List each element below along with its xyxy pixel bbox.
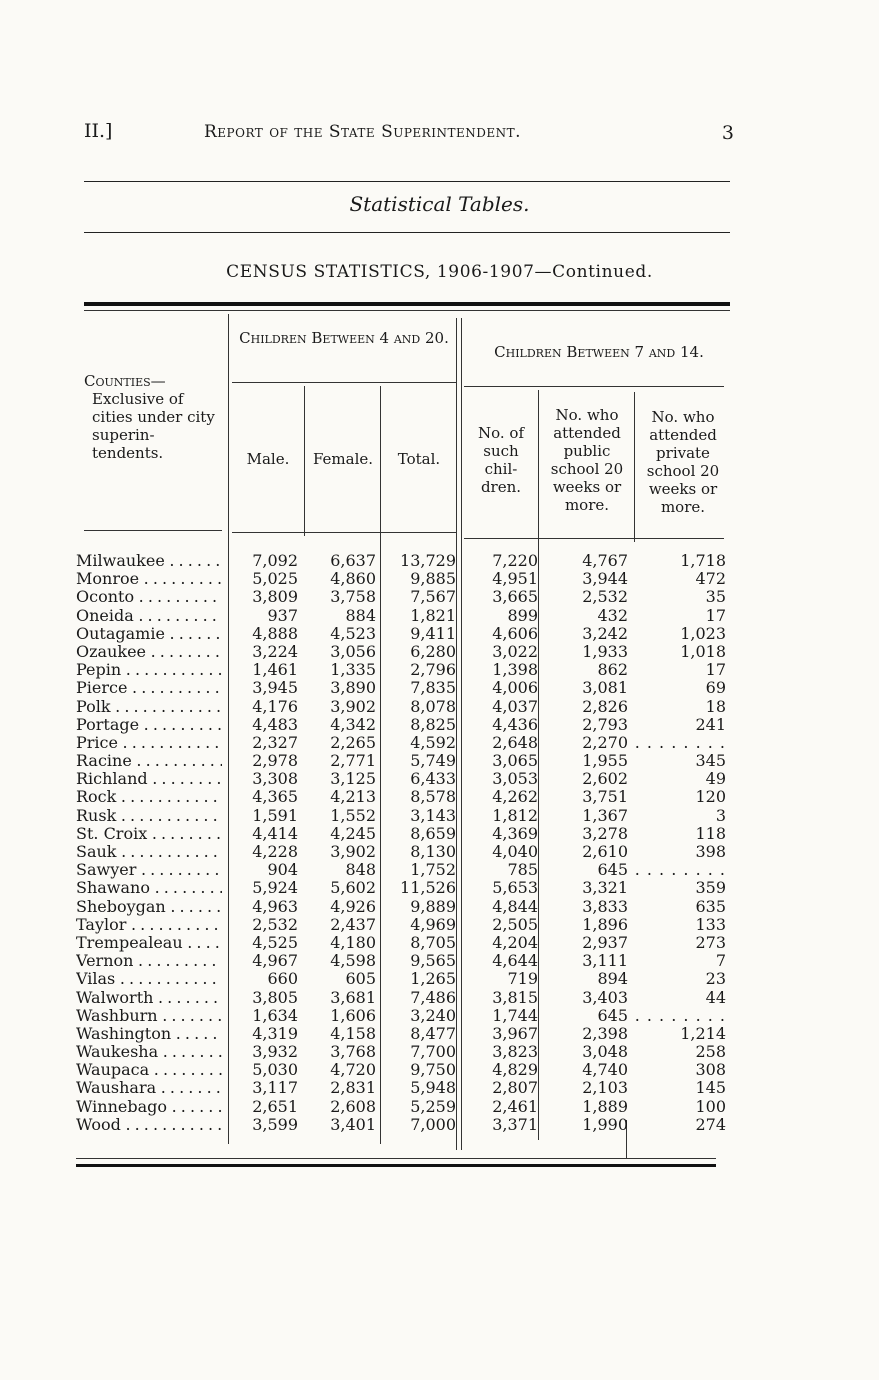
county-name: Milwaukee . . . (76, 552, 222, 570)
public-school-value: 2,398 (582, 1023, 628, 1043)
female-value: 605 (345, 969, 376, 989)
such-children-value: 4,844 (492, 896, 538, 916)
total-value: 8,477 (410, 1023, 456, 1043)
county-name: Rock . . . (76, 788, 222, 806)
header-bottom-rule (232, 532, 456, 533)
county-name: Sawyer . . . (76, 861, 222, 879)
table-title: CENSUS STATISTICS, 1906-1907—Continued. (226, 262, 653, 282)
table-row (76, 1061, 736, 1079)
male-value: 3,224 (252, 641, 298, 661)
private-school-value: 49 (705, 769, 726, 789)
county-name: Rusk . . . (76, 807, 222, 825)
divider (84, 232, 730, 233)
male-value: 4,967 (252, 951, 298, 971)
such-children-value: 3,815 (492, 987, 538, 1007)
table-row (76, 570, 736, 588)
such-children-value: 4,037 (492, 696, 538, 716)
male-value: 2,978 (252, 751, 298, 771)
private-school-value: 118 (695, 823, 726, 843)
private-school-value: 1,718 (680, 551, 726, 570)
such-children-value: 1,398 (492, 660, 538, 680)
public-school-value: 2,103 (582, 1078, 628, 1098)
total-value: 11,526 (400, 878, 456, 898)
table-row (76, 734, 736, 752)
public-school-value: 2,937 (582, 932, 628, 952)
female-value: 4,860 (330, 569, 376, 589)
private-school-value: 69 (705, 678, 726, 698)
female-value: 4,158 (330, 1023, 376, 1043)
public-school-value: 2,793 (582, 714, 628, 734)
such-children-value: 2,505 (492, 914, 538, 934)
table-row (76, 861, 736, 879)
such-children-value: 4,040 (492, 842, 538, 861)
total-value: 9,750 (410, 1060, 456, 1080)
female-value: 4,598 (330, 951, 376, 971)
public-school-value: 645 (597, 1005, 628, 1025)
total-value: 8,825 (410, 714, 456, 734)
male-value: 4,483 (252, 714, 298, 734)
county-name: Outagamie . . . (76, 625, 222, 643)
total-value: 8,705 (410, 932, 456, 952)
public-school-value: 3,081 (582, 678, 628, 698)
private-school-value: 635 (695, 896, 726, 916)
county-name: Richland . . . (76, 770, 222, 788)
total-header: Total. (397, 450, 441, 468)
private-school-value: 274 (695, 1114, 726, 1134)
female-value: 3,401 (330, 1114, 376, 1134)
male-value: 5,030 (252, 1060, 298, 1080)
table-row (76, 825, 736, 843)
column-rule (634, 392, 635, 542)
public-school-value: 3,278 (582, 823, 628, 843)
male-value: 4,176 (252, 696, 298, 716)
total-value: 5,948 (410, 1078, 456, 1098)
county-name: Price . . . (76, 734, 222, 752)
total-value: 4,592 (410, 732, 456, 752)
total-value: 2,796 (410, 660, 456, 680)
table-row (76, 1098, 736, 1116)
such-children-value: 2,807 (492, 1078, 538, 1098)
private-school-value: 7 (715, 951, 726, 971)
male-value: 2,532 (252, 914, 298, 934)
male-value: 4,963 (252, 896, 298, 916)
section-number: II.] (84, 120, 113, 142)
county-name: Waushara . . . (76, 1079, 222, 1097)
total-value: 1,821 (410, 605, 456, 625)
total-value: 5,749 (410, 751, 456, 771)
such-children-value: 899 (507, 605, 538, 625)
table-row (76, 752, 736, 770)
female-value: 884 (345, 605, 376, 625)
female-value: 4,180 (330, 932, 376, 952)
such-children-value: 3,371 (492, 1114, 538, 1134)
female-value: 3,056 (330, 641, 376, 661)
private-school-value: 398 (695, 842, 726, 861)
private-school-value: 1,214 (680, 1023, 726, 1043)
total-value: 9,885 (410, 569, 456, 589)
table-row (76, 898, 736, 916)
such-children-value: 719 (507, 969, 538, 989)
private-school-value: 345 (695, 751, 726, 771)
table-row (76, 625, 736, 643)
public-school-value: 894 (597, 969, 628, 989)
public-school-value: 4,740 (582, 1060, 628, 1080)
female-value: 5,602 (330, 878, 376, 898)
male-value: 904 (267, 860, 298, 880)
male-value: 1,591 (252, 805, 298, 825)
table-row (76, 679, 736, 697)
table-top-rule (84, 302, 730, 306)
county-name: Oneida . . . (76, 607, 222, 625)
such-children-value: 2,461 (492, 1096, 538, 1116)
total-value: 1,752 (410, 860, 456, 880)
private-school-value: 308 (695, 1060, 726, 1080)
female-value: 3,890 (330, 678, 376, 698)
group-rule (232, 382, 456, 383)
male-value: 3,308 (252, 769, 298, 789)
total-value: 9,565 (410, 951, 456, 971)
private-school-value: 120 (695, 787, 726, 807)
table-row (76, 970, 736, 988)
private-school-value: 44 (705, 987, 726, 1007)
county-name: Polk . . . (76, 698, 222, 716)
table-row (76, 552, 736, 570)
female-value: 4,720 (330, 1060, 376, 1080)
public-school-header: No. who attended public school 20 weeks or more. (550, 406, 624, 514)
female-value: 3,902 (330, 842, 376, 861)
counties-note: Exclusive of cities under city superin-tendents. (92, 390, 215, 462)
table-row (76, 1079, 736, 1097)
female-value: 1,606 (330, 1005, 376, 1025)
total-value: 3,240 (410, 1005, 456, 1025)
such-children-value: 4,829 (492, 1060, 538, 1080)
county-name: Washburn . . . (76, 1007, 222, 1025)
female-value: 1,552 (330, 805, 376, 825)
such-children-value: 1,812 (492, 805, 538, 825)
male-value: 2,327 (252, 732, 298, 752)
page-title: Report of the State Superintendent. (204, 122, 521, 142)
header-bottom-rule (84, 530, 222, 531)
male-value: 5,924 (252, 878, 298, 898)
total-value: 9,889 (410, 896, 456, 916)
county-name: Sheboygan . . . (76, 898, 222, 916)
table-row (76, 1043, 736, 1061)
total-value: 13,729 (400, 551, 456, 570)
total-value: 7,567 (410, 587, 456, 607)
total-value: 7,835 (410, 678, 456, 698)
total-value: 3,143 (410, 805, 456, 825)
private-school-empty: . . . . . . . . (634, 860, 726, 880)
private-school-value: 17 (705, 660, 726, 680)
male-value: 4,365 (252, 787, 298, 807)
table-row (76, 989, 736, 1007)
male-header: Male. (246, 450, 290, 468)
table-row (76, 643, 736, 661)
male-value: 4,319 (252, 1023, 298, 1043)
such-children-value: 4,436 (492, 714, 538, 734)
female-value: 3,902 (330, 696, 376, 716)
such-children-value: 4,006 (492, 678, 538, 698)
female-value: 1,335 (330, 660, 376, 680)
female-header: Female. (312, 450, 374, 468)
county-name: Pepin . . . (76, 661, 222, 679)
such-children-value: 4,262 (492, 787, 538, 807)
such-children-value: 3,665 (492, 587, 538, 607)
female-value: 6,637 (330, 551, 376, 570)
such-children-value: 4,606 (492, 623, 538, 643)
female-value: 4,523 (330, 623, 376, 643)
public-school-value: 2,602 (582, 769, 628, 789)
counties-label: Counties— (84, 372, 166, 390)
private-school-value: 241 (695, 714, 726, 734)
table-row (76, 716, 736, 734)
private-school-value: 359 (695, 878, 726, 898)
male-value: 3,945 (252, 678, 298, 698)
county-name: Sauk . . . (76, 843, 222, 861)
private-school-value: 100 (695, 1096, 726, 1116)
public-school-value: 3,111 (582, 951, 628, 971)
such-children-value: 4,951 (492, 569, 538, 589)
public-school-value: 2,270 (582, 732, 628, 752)
total-value: 1,265 (410, 969, 456, 989)
county-name: Monroe . . . (76, 570, 222, 588)
table-row (76, 916, 736, 934)
total-value: 4,969 (410, 914, 456, 934)
group-header-4-20: Children Between 4 and 20. (239, 329, 449, 347)
public-school-value: 1,889 (582, 1096, 628, 1116)
such-children-value: 1,744 (492, 1005, 538, 1025)
public-school-value: 2,826 (582, 696, 628, 716)
table-row (76, 607, 736, 625)
table-row (76, 661, 736, 679)
table-row (76, 843, 736, 861)
such-children-header: No. of such chil-dren. (477, 424, 524, 496)
public-school-value: 1,896 (582, 914, 628, 934)
public-school-value: 862 (597, 660, 628, 680)
public-school-value: 4,767 (582, 551, 628, 570)
private-school-value: 1,018 (680, 641, 726, 661)
female-value: 3,758 (330, 587, 376, 607)
county-name: Waupaca . . . (76, 1061, 222, 1079)
private-school-value: 273 (695, 932, 726, 952)
running-head (84, 120, 734, 150)
total-value: 8,078 (410, 696, 456, 716)
county-name: Pierce . . . (76, 679, 222, 697)
table-row (76, 1007, 736, 1025)
county-name: Trempealeau . . . (76, 934, 222, 952)
public-school-value: 3,403 (582, 987, 628, 1007)
male-value: 3,599 (252, 1114, 298, 1134)
public-school-value: 645 (597, 860, 628, 880)
female-value: 2,265 (330, 732, 376, 752)
table-row (76, 770, 736, 788)
counties-column-header (84, 372, 224, 462)
female-value: 4,926 (330, 896, 376, 916)
group-header-7-14: Children Between 7 and 14. (494, 343, 704, 361)
county-name: Racine . . . (76, 752, 222, 770)
male-value: 3,805 (252, 987, 298, 1007)
public-school-value: 3,321 (582, 878, 628, 898)
county-name: Waukesha . . . (76, 1043, 222, 1061)
private-school-value: 258 (695, 1042, 726, 1062)
private-school-value: 472 (695, 569, 726, 589)
table-row (76, 788, 736, 806)
female-value: 2,437 (330, 914, 376, 934)
total-value: 8,130 (410, 842, 456, 861)
private-school-empty: . . . . . . . . (634, 1005, 726, 1025)
public-school-value: 1,933 (582, 641, 628, 661)
table-bottom-rule (76, 1164, 716, 1167)
total-value: 9,411 (410, 623, 456, 643)
public-school-value: 2,610 (582, 842, 628, 861)
female-value: 2,771 (330, 751, 376, 771)
female-value: 3,768 (330, 1042, 376, 1062)
table-row (76, 1025, 736, 1043)
county-name: St. Croix . . . (76, 825, 222, 843)
male-value: 4,228 (252, 842, 298, 861)
such-children-value: 3,053 (492, 769, 538, 789)
table-row (76, 879, 736, 897)
county-name: Taylor . . . (76, 916, 222, 934)
county-name: Wood . . . (76, 1116, 222, 1134)
table-row (76, 1116, 736, 1134)
public-school-value: 1,367 (582, 805, 628, 825)
male-value: 1,634 (252, 1005, 298, 1025)
private-school-value: 1,023 (680, 623, 726, 643)
public-school-value: 1,990 (582, 1114, 628, 1134)
table-row (76, 952, 736, 970)
private-school-value: 3 (715, 805, 726, 825)
county-name: Oconto . . . (76, 588, 222, 606)
header-bottom-rule (464, 538, 724, 539)
public-school-value: 1,955 (582, 751, 628, 771)
such-children-value: 5,653 (492, 878, 538, 898)
male-value: 3,809 (252, 587, 298, 607)
female-value: 4,342 (330, 714, 376, 734)
male-value: 5,025 (252, 569, 298, 589)
total-value: 7,486 (410, 987, 456, 1007)
county-name: Walworth . . . (76, 989, 222, 1007)
female-value: 3,125 (330, 769, 376, 789)
such-children-value: 785 (507, 860, 538, 880)
county-name: Washington . . . (76, 1025, 222, 1043)
female-value: 848 (345, 860, 376, 880)
male-value: 4,525 (252, 932, 298, 952)
female-value: 4,245 (330, 823, 376, 843)
male-value: 2,651 (252, 1096, 298, 1116)
such-children-value: 3,022 (492, 641, 538, 661)
male-value: 1,461 (252, 660, 298, 680)
public-school-value: 432 (597, 605, 628, 625)
male-value: 4,888 (252, 623, 298, 643)
male-value: 4,414 (252, 823, 298, 843)
table-row (76, 934, 736, 952)
page-number: 3 (721, 122, 734, 144)
table-top-thin-rule (84, 310, 730, 311)
private-school-value: 145 (695, 1078, 726, 1098)
male-value: 660 (267, 969, 298, 989)
county-name: Vernon . . . (76, 952, 222, 970)
total-value: 8,659 (410, 823, 456, 843)
public-school-value: 3,944 (582, 569, 628, 589)
table-row (76, 807, 736, 825)
table-bottom-thin-rule (76, 1158, 716, 1159)
public-school-value: 3,242 (582, 623, 628, 643)
data-table-body (76, 552, 736, 1134)
private-school-value: 18 (705, 696, 726, 716)
male-value: 7,092 (252, 551, 298, 570)
private-school-value: 23 (705, 969, 726, 989)
county-name: Ozaukee . . . (76, 643, 222, 661)
public-school-value: 3,751 (582, 787, 628, 807)
total-value: 7,700 (410, 1042, 456, 1062)
male-value: 937 (267, 605, 298, 625)
private-school-header: No. who attended private school 20 weeks or more. (646, 408, 720, 516)
such-children-value: 2,648 (492, 732, 538, 752)
section-subtitle: Statistical Tables. (349, 192, 530, 216)
county-name: Shawano . . . (76, 879, 222, 897)
male-value: 3,932 (252, 1042, 298, 1062)
such-children-value: 3,967 (492, 1023, 538, 1043)
column-rule (304, 386, 305, 536)
public-school-value: 3,833 (582, 896, 628, 916)
total-value: 6,280 (410, 641, 456, 661)
female-value: 2,608 (330, 1096, 376, 1116)
female-value: 2,831 (330, 1078, 376, 1098)
total-value: 6,433 (410, 769, 456, 789)
table-row (76, 588, 736, 606)
county-name: Portage . . . (76, 716, 222, 734)
female-value: 4,213 (330, 787, 376, 807)
table-row (76, 698, 736, 716)
such-children-value: 3,065 (492, 751, 538, 771)
such-children-value: 4,204 (492, 932, 538, 952)
such-children-value: 4,369 (492, 823, 538, 843)
group-rule (464, 386, 724, 387)
county-name: Winnebago . . . (76, 1098, 222, 1116)
divider (84, 181, 730, 182)
such-children-value: 3,823 (492, 1042, 538, 1062)
total-value: 7,000 (410, 1114, 456, 1134)
private-school-empty: . . . . . . . . (634, 732, 726, 752)
such-children-value: 7,220 (492, 551, 538, 570)
such-children-value: 4,644 (492, 951, 538, 971)
private-school-value: 35 (705, 587, 726, 607)
county-name: Vilas . . . (76, 970, 222, 988)
male-value: 3,117 (252, 1078, 298, 1098)
total-value: 5,259 (410, 1096, 456, 1116)
public-school-value: 2,532 (582, 587, 628, 607)
public-school-value: 3,048 (582, 1042, 628, 1062)
female-value: 3,681 (330, 987, 376, 1007)
total-value: 8,578 (410, 787, 456, 807)
private-school-value: 17 (705, 605, 726, 625)
private-school-value: 133 (695, 914, 726, 934)
